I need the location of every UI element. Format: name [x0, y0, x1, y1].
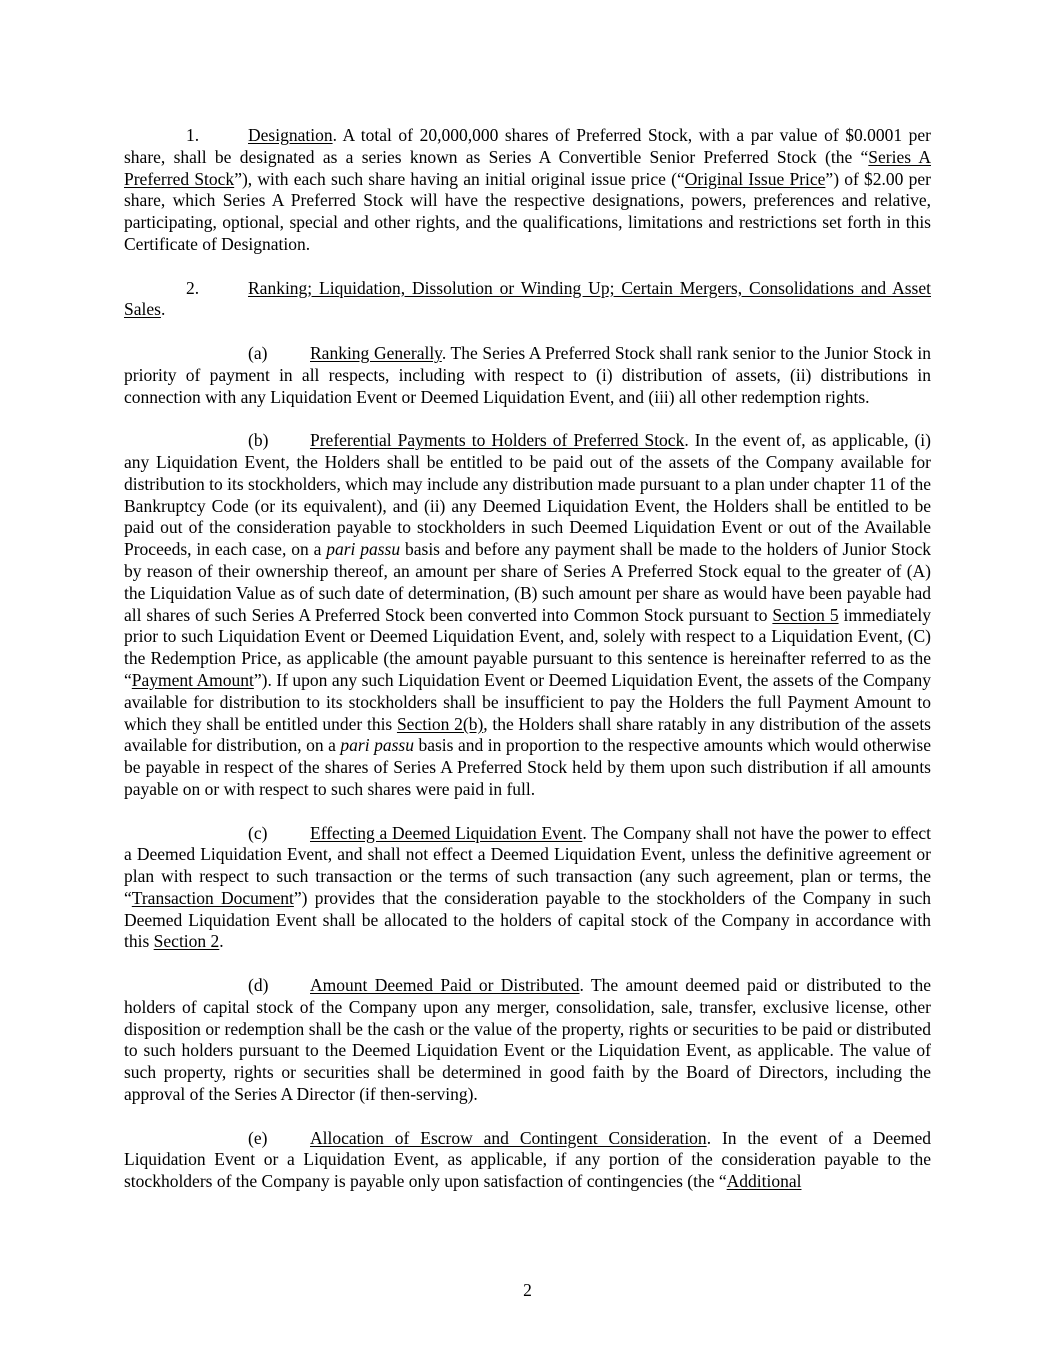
section-2-heading-paragraph: 2. Ranking; Liquidation, Dissolution or Winding Up; Certain Mergers, Consolidations and Asset Sales. [124, 277, 931, 320]
subsection-number: (c) [248, 822, 268, 843]
section-heading: Designation [248, 125, 333, 145]
section-1-paragraph: 1. Designation. A total of 20,000,000 shares of Preferred Stock, with a par value of $0.0001 per share, shall be designated as a series known as Series A Convertible Senior Preferred Stock (the “Series A Preferred Stock”), with each such share having an initial original issue price (“Original Issue Price”) of $2.00 per share, which Series A Preferred Stock will have the respective designations, powers, preferences and relative, participating, optional, special and other rights, and the qualifications, limitations and restrictions set forth in this Certificate of Designation. [124, 125, 931, 254]
defined-term: Payment Amount [131, 669, 254, 690]
subsection-heading: Preferential Payments to Holders of Preferred Stock [310, 430, 685, 451]
document-body [124, 125, 931, 1193]
subsection-c-paragraph: (c) Effecting a Deemed Liquidation Event. The Company shall not have the power to effect a Deemed Liquidation Event, and shall not effect a Deemed Liquidation Event, unless the definitive agreement or plan with respect to such transaction or the terms of such transaction (any such agreement, plan or terms, the “Transaction Document”) provides that the consideration payable to the stockholders of the Company in such Deemed Liquidation Event shall be allocated to the holders of capital stock of the Company in accordance with this Section 2. [124, 822, 931, 952]
defined-term: Transaction Document [131, 887, 294, 908]
page-number: 2 [523, 1280, 532, 1300]
subsection-number: (a) [248, 342, 268, 363]
section-number: 2. [186, 277, 200, 298]
subsection-b-paragraph: (b) Preferential Payments to Holders of Preferred Stock. In the event of, as applicable, (i) any Liquidation Event, the Holders shall be entitled to be paid out of the assets of the Company available for distribution to its stockholders, which may include any distribution made pursuant to a plan under chapter 11 of the Bankruptcy Code (or its equivalent), and (ii) any Deemed Liquidation Event, the Holders shall be entitled to be paid out of the consideration payable to stockholders in such Deemed Liquidation Event or out of the Available Proceeds, in each case, on a pari passu basis and before any payment shall be made to the holders of Junior Stock by reason of their ownership thereof, an amount per share of Series A Preferred Stock equal to the greater of (A) the Liquidation Value as of such date of determination, (B) such amount per share as would have been payable had all shares of such Series A Preferred Stock been converted into Common Stock pursuant to Section 5 immediately prior to such Liquidation Event or Deemed Liquidation Event, and, solely with respect to a Liquidation Event, (C) the Redemption Price, as applicable (the amount payable pursuant to this sentence is hereinafter referred to as the “Payment Amount”). If upon any such Liquidation Event or Deemed Liquidation Event, the assets of the Company available for distribution to its stockholders shall be insufficient to pay the Holders the full Payment Amount to which they shall be entitled under this Section 2(b), the Holders shall share ratably in any distribution of the assets available for distribution, on a pari passu basis and in proportion to the respective amounts which would otherwise be payable in respect of the shares of Series A Preferred Stock held by them upon such distribution if all amounts payable on or with respect to such shares were paid in full. [124, 430, 932, 799]
subsection-number: (e) [248, 1127, 268, 1148]
defined-term: Series A Preferred Stock [124, 146, 931, 189]
section-reference: Section 2 [153, 931, 220, 952]
subsection-d-paragraph: (d) Amount Deemed Paid or Distributed. The amount deemed paid or distributed to the holders of capital stock of the Company upon any merger, consolidation, sale, transfer, exclusive license, other disposition or redemption shall be the cash or the value of the property, rights or securities to be paid or distributed to such holders pursuant to the Deemed Liquidation Event or the Liquidation Event, as applicable. The value of such property, rights or securities shall be determined in good faith by the Board of Directors, including the approval of the Series A Director (if then-serving). [124, 975, 931, 1105]
defined-term: Additional [726, 1171, 802, 1192]
latin-phrase: pari passu [340, 735, 414, 756]
subsection-heading: Ranking Generally [310, 342, 442, 363]
subsection-number: (d) [248, 975, 269, 996]
section-reference: Section 5 [772, 604, 839, 625]
section-reference: Section 2(b) [396, 713, 484, 734]
subsection-heading: Effecting a Deemed Liquidation Event [310, 822, 583, 843]
section-heading: Ranking; Liquidation, Dissolution or Winding Up; Certain Mergers, Consolidations and Asset Sales [124, 277, 931, 320]
subsection-heading: Allocation of Escrow and Contingent Consideration [310, 1127, 707, 1148]
latin-phrase: pari passu [326, 539, 401, 560]
section-number: 1. [186, 125, 200, 145]
subsection-heading: Amount Deemed Paid or Distributed [310, 975, 580, 996]
subsection-a-paragraph: (a) Ranking Generally. The Series A Preferred Stock shall rank senior to the Junior Stock in priority of payment in all respects, including with respect to (i) distribution of assets, (ii) distributions in connection with any Liquidation Event or Deemed Liquidation Event, and (iii) all other redemption rights. [124, 342, 931, 407]
defined-term: Original Issue Price [684, 168, 826, 189]
subsection-e-paragraph: (e) Allocation of Escrow and Contingent Consideration. In the event of a Deemed Liquidation Event or a Liquidation Event, as applicable, if any portion of the consideration payable to the stockholders of the Company is payable only upon satisfaction of contingencies (the “Additional [124, 1127, 931, 1192]
subsection-number: (b) [248, 430, 269, 451]
